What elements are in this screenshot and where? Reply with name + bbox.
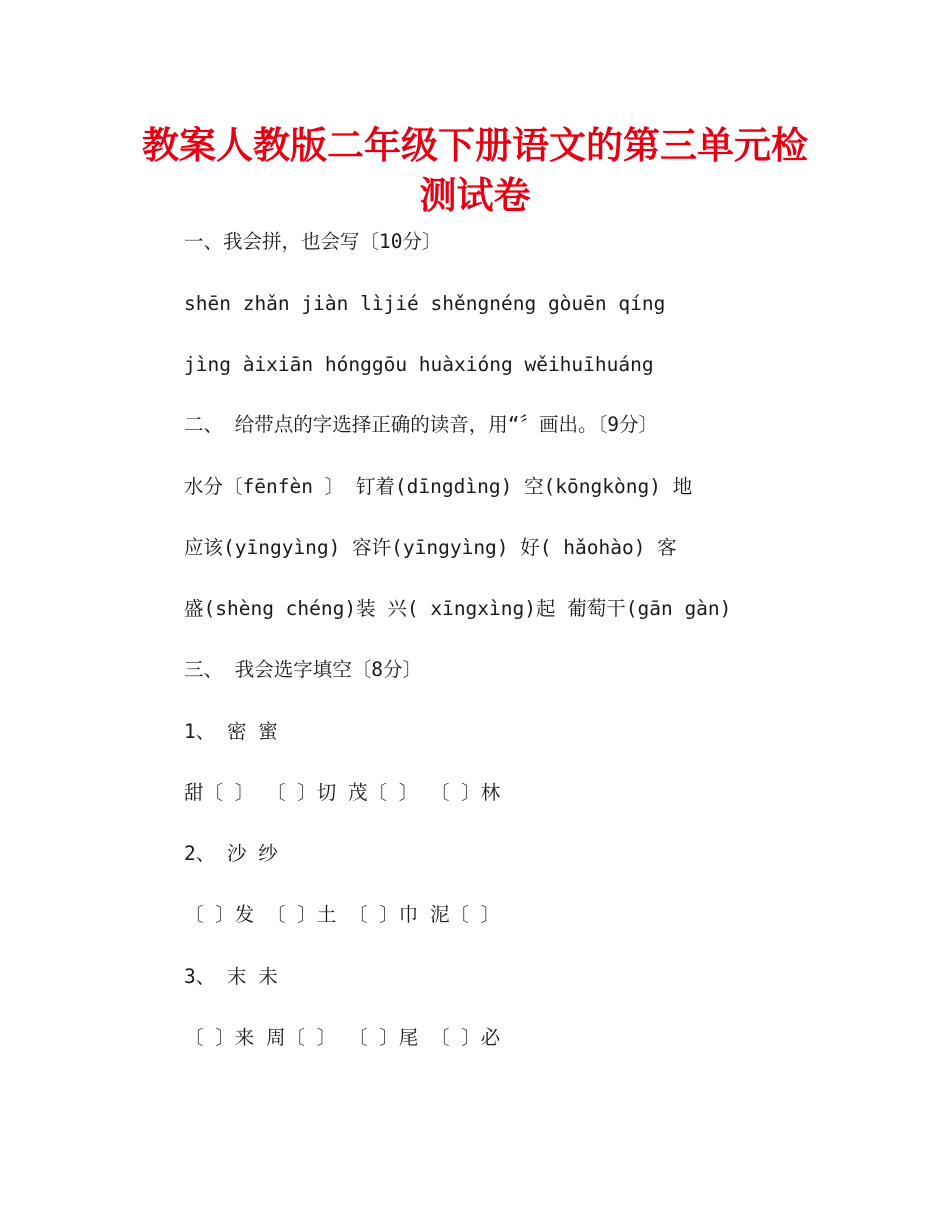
- question-2-label: 2、 沙 纱: [184, 842, 278, 865]
- section-2-heading: 二、 给带点的字选择正确的读音，用“〞画出。〔9分〕: [184, 413, 658, 436]
- document-title-line-2: 测试卷: [419, 174, 531, 217]
- question-1-blanks: 甜〔 〕 〔 〕切 茂〔 〕 〔 〕林: [184, 781, 501, 804]
- question-3-blanks: 〔 〕来 周〔 〕 〔 〕尾 〔 〕必: [184, 1026, 501, 1049]
- question-3-label: 3、 末 未: [184, 965, 278, 988]
- question-1-label: 1、 密 蜜: [184, 720, 278, 743]
- document-title-line-1: 教案人教版二年级下册语文的第三单元检: [142, 124, 808, 167]
- section-1-heading: 一、我会拼，也会写〔10分〕: [184, 230, 442, 253]
- reading-row-3: 盛(shèng chéng)装 兴( xīngxìng)起 葡萄干(gān gàn): [184, 597, 732, 620]
- section-3-heading: 三、 我会选字填空〔8分〕: [184, 658, 422, 681]
- reading-row-1: 水分〔fēnfèn 〕 钉着(dīngdìng) 空(kōngkòng) 地: [184, 475, 693, 498]
- reading-row-2: 应该(yīngyìng) 容许(yīngyìng) 好( hǎohào) 客: [184, 536, 677, 559]
- pinyin-row-2: jìng àixiān hónggōu huàxióng wěihuīhuáng: [184, 353, 654, 376]
- pinyin-row-1: shēn zhǎn jiàn lìjié shěngnéng gòuēn qíng: [184, 292, 666, 315]
- question-2-blanks: 〔 〕发 〔 〕土 〔 〕巾 泥〔 〕: [184, 903, 501, 926]
